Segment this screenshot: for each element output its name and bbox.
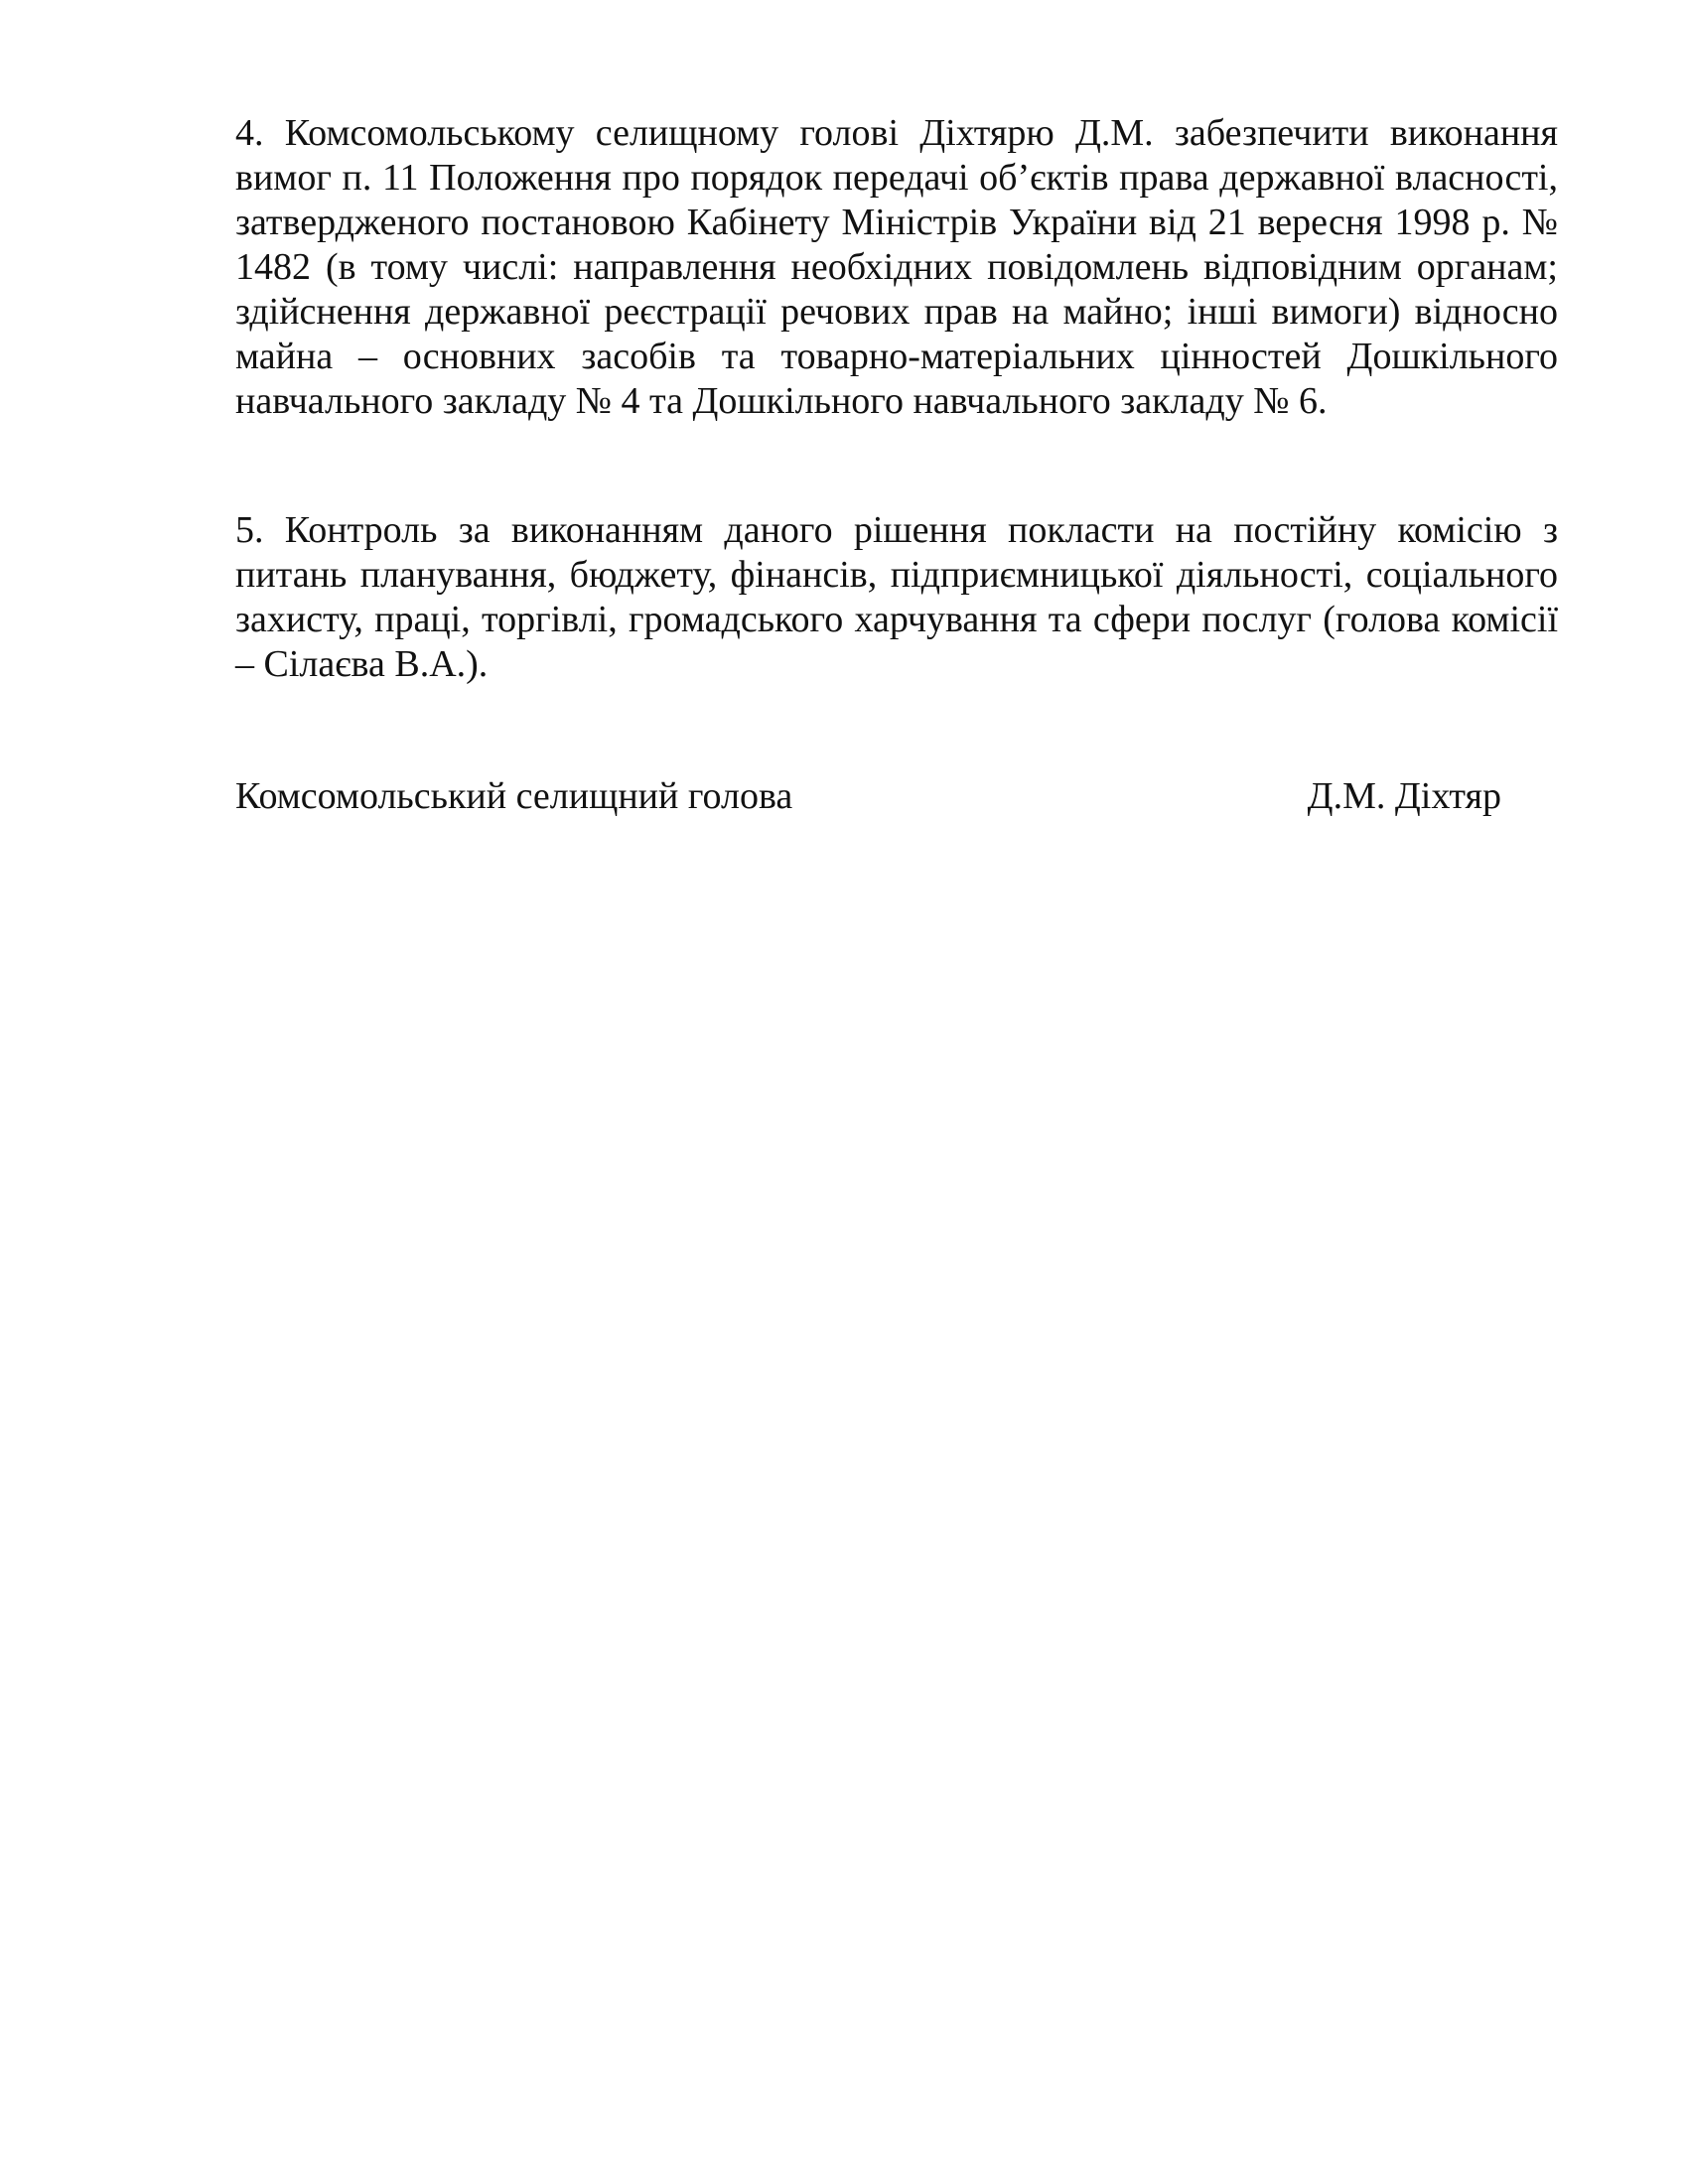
signature-position: Комсомольський селищний голова — [235, 775, 793, 817]
paragraph-item-5: 5. Контроль за виконанням даного рішення покласти на постійну комісію з питань планування, бюджету, фінансів, підприємницької діяльності, соціального захисту, праці, торгівлі, громадського харчування та сфери послуг (голова комісії – Сілаєва В.А.). — [235, 509, 1558, 685]
paragraph-item-4: 4. Комсомольському селищному голові Діхтярю Д.М. забезпечити виконання вимог п. 11 Положення про порядок передачі об’єктів права державної власності, затвердженого постановою Кабінету Міністрів України від 21 вересня 1998 р. № 1482 (в тому числі: направлення необхідних повідомлень відповідним органам; здійснення державної реєстрації речових прав на майно; інші вимоги) відносно майна – основних засобів та товарно-матеріальних цінностей Дошкільного навчального закладу № 4 та Дошкільного навчального закладу № 6. — [235, 112, 1558, 422]
signature-block — [235, 774, 1501, 819]
signature-name: Д.М. Діхтяр — [1307, 775, 1501, 817]
